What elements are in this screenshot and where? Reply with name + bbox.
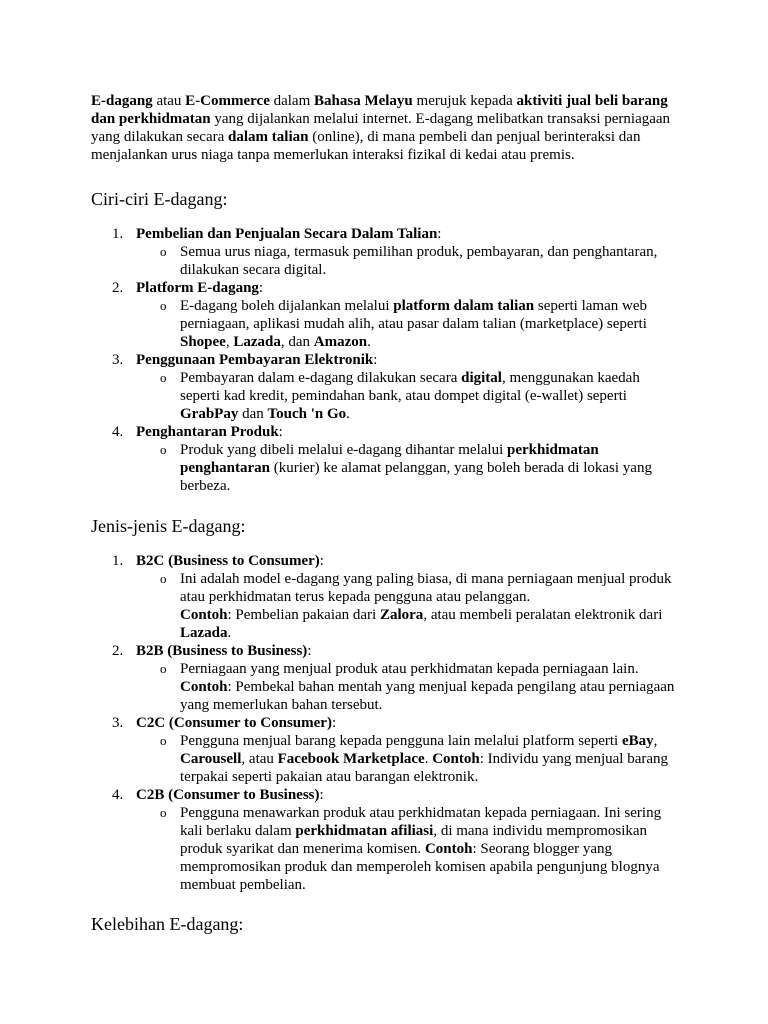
sub-item: o Pengguna menjual barang kepada pengguna lain melalui platform seperti eBay, Carousell, atau Facebook Marketplace. Contoh: Individu yang menjual barang terpakai seperti pakaian atau barangan elektronik. xyxy=(160,733,669,785)
sub-item: o Semua urus niaga, termasuk pemilihan produk, pembayaran, dan penghantaran, dilakukan secara digital. xyxy=(160,244,658,278)
bullet-icon: o xyxy=(160,442,167,457)
list-item: 1. B2C (Business to Consumer): o Ini adalah model e-dagang yang paling biasa, di mana perniagaan menjual produk atau perkhidmatan terus kepada pengguna atau pelanggan. Contoh: Pembelian pakaian dari Zalora, atau membeli peralatan elektronik dari Lazada. xyxy=(91,552,681,642)
sub-item: o Produk yang dibeli melalui e-dagang dihantar melalui perkhidmatan penghantaran (kurier) ke alamat pelanggan, yang boleh berada di lokasi yang berbeza. xyxy=(160,442,652,494)
bullet-icon: o xyxy=(160,805,167,820)
heading-kelebihan: Kelebihan E-dagang: xyxy=(91,914,244,934)
list-item: 3. C2C (Consumer to Consumer): o Pengguna menjual barang kepada pengguna lain melalui platform seperti eBay, Carousell, atau Facebook Marketplace. Contoh: Individu yang menjual barang terpakai seperti pakaian atau barangan elektronik. xyxy=(91,714,681,786)
list-jenis xyxy=(91,552,681,894)
sub-item: o Pengguna menawarkan produk atau perkhidmatan kepada perniagaan. Ini sering kali berlaku dalam perkhidmatan afiliasi, di mana individu mempromosikan produk syarikat dan menerima komisen. Contoh: Seorang blogger yang mempromosikan produk dan memperoleh komisen apabila pengunjung blognya membuat pembelian. xyxy=(160,805,662,893)
bullet-icon: o xyxy=(160,370,167,385)
list-item: 4. C2B (Consumer to Business): o Pengguna menawarkan produk atau perkhidmatan kepada perniagaan. Ini sering kali berlaku dalam perkhidmatan afiliasi, di mana individu mempromosikan produk syarikat dan menerima komisen. Contoh: Seorang blogger yang mempromosikan produk dan memperoleh komisen apabila pengunjung blognya membuat pembelian. xyxy=(91,786,681,894)
heading-ciri: Ciri-ciri E-dagang: xyxy=(91,189,228,209)
list-item: 2. B2B (Business to Business): o Perniagaan yang menjual produk atau perkhidmatan kepada perniagaan lain. Contoh: Pembekal bahan mentah yang menjual kepada pengilang atau perniagaan yang memerlukan bahan tersebut. xyxy=(91,642,681,714)
list-item: 4. Penghantaran Produk: o Produk yang dibeli melalui e-dagang dihantar melalui perkhidmatan penghantaran (kurier) ke alamat pelanggan, yang boleh berada di lokasi yang berbeza. xyxy=(91,423,681,495)
bullet-icon: o xyxy=(160,733,167,748)
bullet-icon: o xyxy=(160,571,167,586)
bullet-icon: o xyxy=(160,298,167,313)
list-ciri xyxy=(91,225,681,495)
sub-item: o Perniagaan yang menjual produk atau perkhidmatan kepada perniagaan lain. Contoh: Pembekal bahan mentah yang menjual kepada pengilang atau perniagaan yang memerlukan bahan tersebut. xyxy=(160,661,675,713)
list-item: 3. Penggunaan Pembayaran Elektronik: o Pembayaran dalam e-dagang dilakukan secara digital, menggunakan kaedah seperti kad kredit, pemindahan bank, atau dompet digital (e-wallet) seperti GrabPay dan Touch 'n Go. xyxy=(91,351,681,423)
list-item: 1. Pembelian dan Penjualan Secara Dalam Talian: o Semua urus niaga, termasuk pemilihan produk, pembayaran, dan penghantaran, dilakukan secara digital. xyxy=(91,225,681,279)
bullet-icon: o xyxy=(160,244,167,259)
sub-item: o Ini adalah model e-dagang yang paling biasa, di mana perniagaan menjual produk atau perkhidmatan terus kepada pengguna atau pelanggan. Contoh: Pembelian pakaian dari Zalora, atau membeli peralatan elektronik dari Lazada. xyxy=(160,571,672,641)
list-item: 2. Platform E-dagang: o E-dagang boleh dijalankan melalui platform dalam talian seperti laman web perniagaan, aplikasi mudah alih, atau pasar dalam talian (marketplace) seperti Shopee, Lazada, dan Amazon. xyxy=(91,279,681,351)
sub-item: o E-dagang boleh dijalankan melalui platform dalam talian seperti laman web perniagaan, aplikasi mudah alih, atau pasar dalam talian (marketplace) seperti Shopee, Lazada, dan Amazon. xyxy=(160,298,647,350)
heading-jenis: Jenis-jenis E-dagang: xyxy=(91,516,246,536)
bullet-icon: o xyxy=(160,661,167,676)
document-body xyxy=(91,92,681,935)
sub-item: o Pembayaran dalam e-dagang dilakukan secara digital, menggunakan kaedah seperti kad kredit, pemindahan bank, atau dompet digital (e-wallet) seperti GrabPay dan Touch 'n Go. xyxy=(160,370,640,422)
intro-paragraph: E-dagang atau E-Commerce dalam Bahasa Melayu merujuk kepada aktiviti jual beli barang dan perkhidmatan yang dijalankan melalui internet. E-dagang melibatkan transaksi perniagaan yang dilakukan secara dalam talian (online), di mana pembeli dan penjual berinteraksi dan menjalankan urus niaga tanpa memerlukan interaksi fizikal di kedai atau premis. xyxy=(91,93,671,163)
